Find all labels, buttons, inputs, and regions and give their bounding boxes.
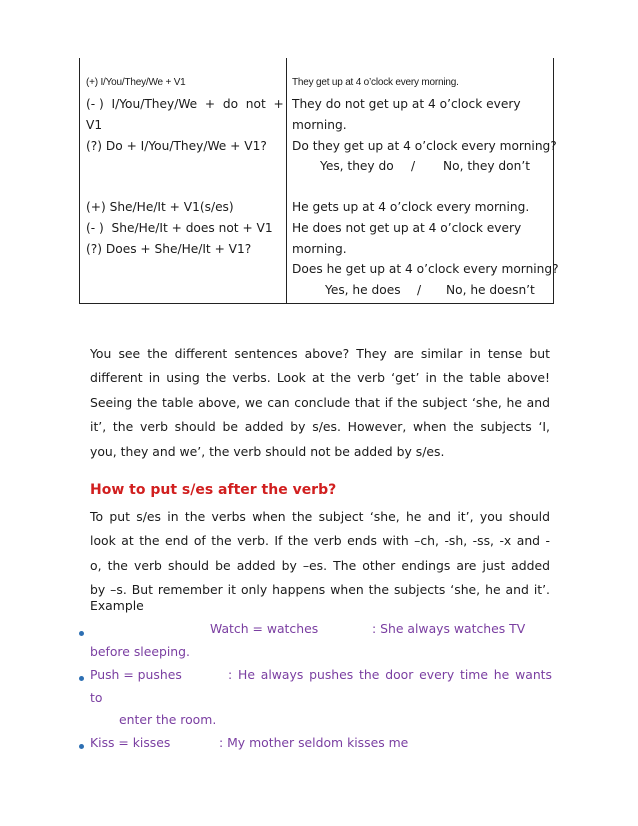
table-cell: (+) She/He/It + V1(s/es) (86, 200, 234, 214)
table-cell: They get up at 4 o’clock every morning. (292, 77, 459, 88)
grammar-table (79, 58, 559, 304)
table-cell: Does he get up at 4 o’clock every morning? (292, 262, 559, 276)
answer-no: No, he doesn’t (446, 283, 535, 297)
table-cell: (- ) She/He/It + does not + V1 (86, 221, 273, 235)
example-sentence-cont: before sleeping. (90, 644, 190, 659)
table-column-divider (286, 58, 287, 303)
example-word: Kiss = kisses (90, 735, 171, 750)
table-cell: He does not get up at 4 o’clock every (292, 221, 522, 235)
table-cell: V1 (86, 118, 103, 132)
table-cell: He gets up at 4 o’clock every morning. (292, 200, 530, 214)
answer-yes: Yes, they do (320, 159, 394, 173)
example-sentence-cont: to (90, 690, 103, 705)
paragraph-line: it’, the verb should be added by s/es. However, when the subjects ‘I, (90, 419, 550, 434)
paragraph-line: different in using the verbs. Look at the verb ‘get’ in the table above! (90, 370, 550, 385)
paragraph-line: o, the verb should be added by –es. The other endings are just added (90, 558, 550, 573)
answer-yes: Yes, he does (325, 283, 401, 297)
paragraph-line: look at the end of the verb. If the verb ends with –ch, -sh, -ss, -x and - (90, 533, 550, 548)
example-sentence-cont: enter the room. (119, 712, 217, 727)
section-heading: How to put s/es after the verb? (90, 482, 337, 498)
paragraph-line: Seeing the table above, we can conclude that if the subject ‘she, he and (90, 395, 550, 410)
table-cell: Do they get up at 4 o’clock every morning? (292, 139, 557, 153)
table-cell: (- ) I/You/They/We + do not + (86, 97, 284, 111)
example-label: Example (90, 598, 144, 613)
bullet-icon (79, 676, 84, 681)
bullet-icon (79, 631, 84, 636)
example-word: Push = pushes (90, 667, 182, 682)
answer-no: No, they don’t (443, 159, 530, 173)
answer-slash: / (417, 283, 422, 297)
example-sentence: : My mother seldom kisses me (219, 735, 409, 750)
example-sentence: : He always pushes the door every time he wants (228, 667, 552, 682)
table-cell: (?) Do + I/You/They/We + V1? (86, 139, 267, 153)
bullet-icon (79, 744, 84, 749)
paragraph-line: you, they and we’, the verb should not be added by s/es. (90, 444, 445, 459)
table-cell: They do not get up at 4 o’clock every (292, 97, 521, 111)
paragraph-line: To put s/es in the verbs when the subject ‘she, he and it’, you should (90, 509, 550, 524)
paragraph-line: by –s. But remember it only happens when the subjects ‘she, he and it’. (90, 582, 550, 597)
example-sentence: : She always watches TV (372, 621, 526, 636)
table-cell: morning. (292, 118, 347, 132)
table-cell: (+) I/You/They/We + V1 (86, 77, 186, 88)
table-cell: (?) Does + She/He/It + V1? (86, 242, 252, 256)
answer-slash: / (411, 159, 416, 173)
example-word: Watch = watches (210, 621, 319, 636)
table-cell: morning. (292, 242, 347, 256)
paragraph-line: You see the different sentences above? They are similar in tense but (90, 346, 550, 361)
